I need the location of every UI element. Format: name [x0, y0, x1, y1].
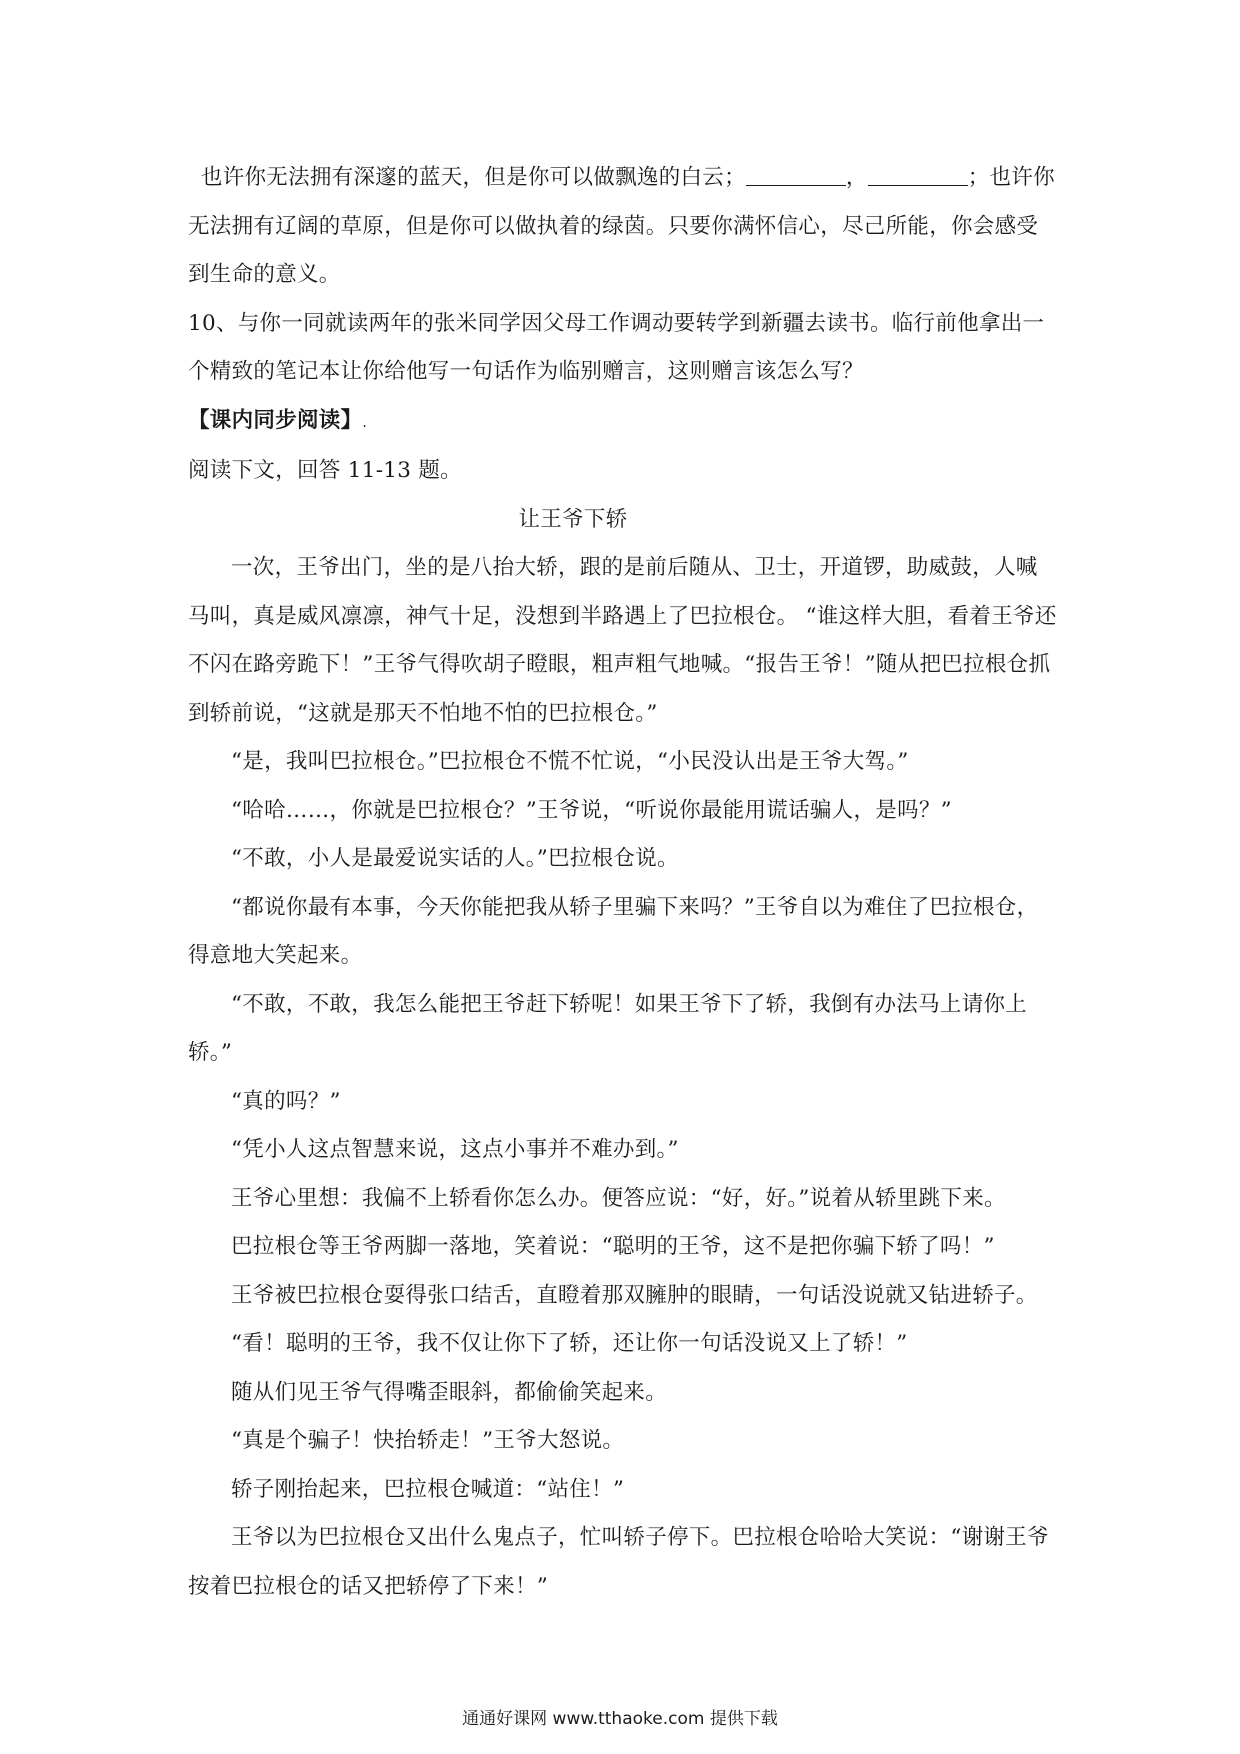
story-paragraph: “看！聪明的王爷，我不仅让你下了轿，还让你一句话没说又上了轿！”	[231, 1331, 908, 1356]
section-heading-text: 【课内同步阅读】	[188, 407, 363, 433]
section-heading-dot: .	[362, 414, 368, 431]
story-paragraph: “是，我叫巴拉根仓。”巴拉根仓不慌不忙说，“小民没认出是王爷大驾。”	[231, 749, 909, 774]
story-paragraph: 随从们见王爷气得嘴歪眼斜，都偷偷笑起来。	[231, 1379, 668, 1405]
fill-in-text-part1: 也许你无法拥有深邃的蓝天，但是你可以做飘逸的白云；	[200, 165, 746, 190]
story-paragraph: 一次，王爷出门，坐的是八抬大轿，跟的是前后随从、卫士，开道锣，助威鼓，人喊马叫，真是威风凛凛，神气十足，没想到半路遇上了巴拉根仓。 “谁这样大胆，看着王爷还不闪在路旁跪下！”王爷气得吹胡子瞪眼，粗声粗气地喊。“报告王爷！”随从把巴拉根仓抓到轿前说，“这就是那天不怕地不怕的巴拉根仓。”	[188, 555, 1057, 726]
story-paragraph: “凭小人这点智慧来说，这点小事并不难办到。”	[231, 1137, 679, 1162]
story-paragraph: “真的吗？”	[231, 1088, 341, 1114]
story-paragraph: 王爷被巴拉根仓耍得张口结舌，直瞪着那双臃肿的眼睛，一句话没说就又钻进轿子。	[231, 1282, 1038, 1308]
fill-in-separator-2: ；也许	[967, 165, 1034, 190]
answer-blank-1[interactable]	[746, 165, 846, 186]
story-paragraph: 王爷心里想：我偏不上轿看你怎么办。便答应说：“好，好。”说着从轿里跳下来。	[231, 1185, 1006, 1211]
fill-in-text-rest: 你无法拥有辽阔的草原，但是你可以做执着的绿茵。只要你满怀信心，尽己所能，你会感受到生命的意义。	[188, 165, 1055, 287]
story-paragraph: “都说你最有本事，今天你能把我从轿子里骗下来吗？”王爷自以为难住了巴拉根仓，得意地大笑起来。	[188, 894, 1039, 968]
story-title: 让王爷下轿	[518, 506, 628, 532]
story-paragraph: 王爷以为巴拉根仓又出什么鬼点子，忙叫轿子停下。巴拉根仓哈哈大笑说：“谢谢王爷按着巴拉根仓的话又把轿停了下来！”	[188, 1525, 1049, 1599]
story-paragraph: 巴拉根仓等王爷两脚一落地，笑着说：“聪明的王爷，这不是把你骗下轿了吗！”	[231, 1234, 995, 1259]
story-paragraph: “不敢，不敢，我怎么能把王爷赶下轿呢！如果王爷下了轿，我倒有办法马上请你上轿。”	[188, 991, 1028, 1065]
story-paragraph: “不敢，小人是最爱说实话的人。”巴拉根仓说。	[231, 846, 679, 871]
answer-blank-2[interactable]	[868, 165, 968, 186]
fill-in-separator-1: ，	[845, 165, 868, 190]
fill-in-question	[188, 154, 1058, 300]
section-heading	[188, 397, 1058, 448]
page-content	[188, 154, 1058, 1611]
story-paragraph: “哈哈……，你就是巴拉根仓？”王爷说，“听说你最能用谎话骗人，是吗？”	[231, 797, 952, 823]
question-10: 10、与你一同就读两年的张米同学因父母工作调动要转学到新疆去读书。临行前他拿出一个精致的笔记本让你给他写一句话作为临别赠言，这则赠言该怎么写？	[188, 310, 1045, 384]
reading-instruction: 阅读下文，回答 11-13 题。	[188, 458, 462, 483]
story-paragraph: 轿子刚抬起来，巴拉根仓喊道：“站住！”	[231, 1476, 625, 1502]
story-paragraph: “真是个骗子！快抬轿走！”王爷大怒说。	[231, 1428, 625, 1453]
page-footer: 通通好课网 www.tthaoke.com 提供下载	[462, 1709, 778, 1729]
